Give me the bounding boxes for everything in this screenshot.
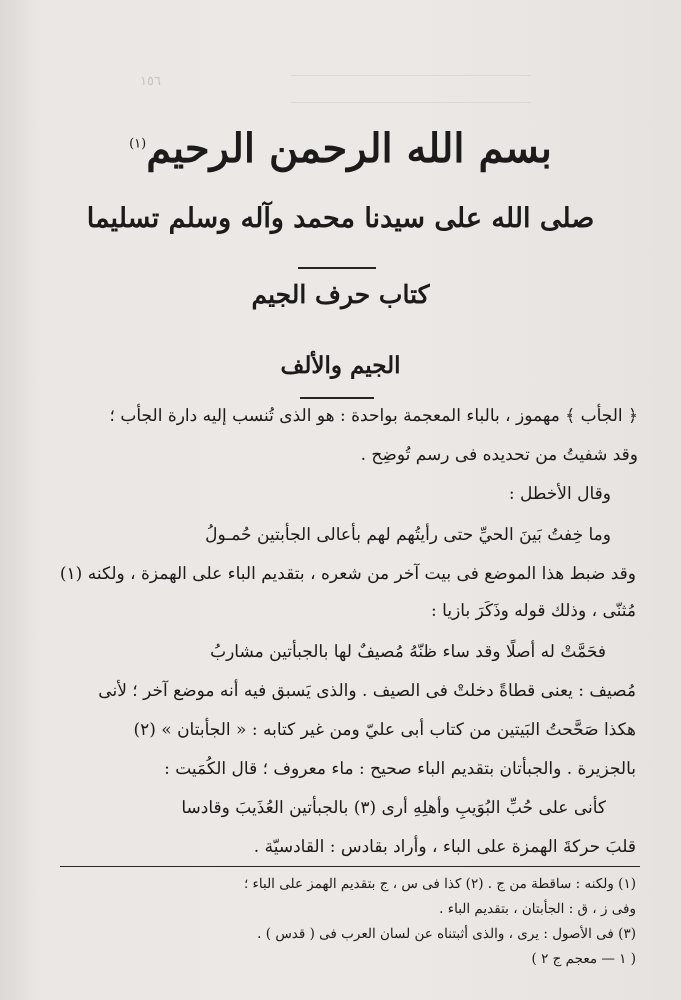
verse-line: وما خِفتُ بَينَ الحيِّ حتى رأيتُهم لهم بأعالى الجأبتين حُمـولُ — [205, 525, 611, 545]
body-line: هكذا صَحَّحتُ البَيتين من كتاب أبى عليّ ومن غير كتابه : « الجأبتان » (٢) — [133, 720, 636, 740]
footnote-line: (١) ولكنه : ساقطة من ج . (٢) كذا فى س ، ج بتقديم الهمز على الباء ؛ — [243, 876, 636, 892]
body-line: مُثنّى ، وذلك قوله وذَكَرَ بازيا : — [431, 601, 636, 621]
footnote-rule — [60, 866, 640, 867]
divider-rule — [300, 397, 374, 399]
verse-line: فحَمَّتْ له أصلًا وقد ساء ظنّهُ مُصيفٌ لها بالجبأتين مشاربُ — [210, 642, 606, 662]
divider-rule — [298, 267, 376, 269]
body-line: بالجزيرة . والجبأتان بتقديم الباء صحيح : ماء معروف ؛ قال الكُمَيت : — [164, 759, 636, 779]
body-line: وقال الأخطل : — [508, 484, 611, 504]
body-line: ﴿ الجأب ﴾ مهموز ، بالباء المعجمة بواحدة : هو الذى تُنسب إليه دارة الجأب ؛ — [109, 406, 638, 426]
basmala-footnote-marker: (١) — [129, 136, 147, 152]
body-line: مُصيف : يعنى قطاةً دخلتْ فى الصيف . والذى يَسبق فيه أنه موضع آخر ؛ لأنى — [98, 681, 636, 701]
salutation-line: صلى الله على سيدنا محمد وآله وسلم تسليما — [86, 203, 595, 234]
body-line: وقد شفيتُ من تحديده فى رسم تُوضِح . — [360, 445, 638, 465]
verse-line: كأنى على حُبِّ البُوَيبِ وأهلِهِ أرى (٣) بالجبأتين العُذَيبَ وقادسا — [181, 798, 606, 818]
body-line: قلبَ حركةَ الهمزة على الباء ، وأراد بقادس : القادسيّة . — [253, 837, 636, 857]
signature-mark: ( ١ — معجم ج ٢ ) — [531, 951, 636, 967]
page-number: ١٥٦ — [140, 74, 161, 89]
footnote-line: وفى ز ، ق : الجأبتان ، بتقديم الباء . — [439, 901, 636, 917]
section-title: الجيم والألف — [280, 352, 401, 379]
basmala-text: بسم الله الرحمن الرحيم — [146, 125, 552, 172]
basmala-heading — [0, 125, 681, 173]
book-title: كتاب حرف الجيم — [251, 280, 430, 309]
bleed-through-text — [291, 55, 531, 115]
footnote-line: (٣) فى الأصول : يرى ، والذى أثبتناه عن لسان العرب فى ( قدس ) . — [257, 926, 636, 942]
body-line: وقد ضبط هذا الموضع فى بيت آخر من شعره ، بتقديم الباء على الهمزة ، ولكنه (١) — [59, 564, 636, 584]
